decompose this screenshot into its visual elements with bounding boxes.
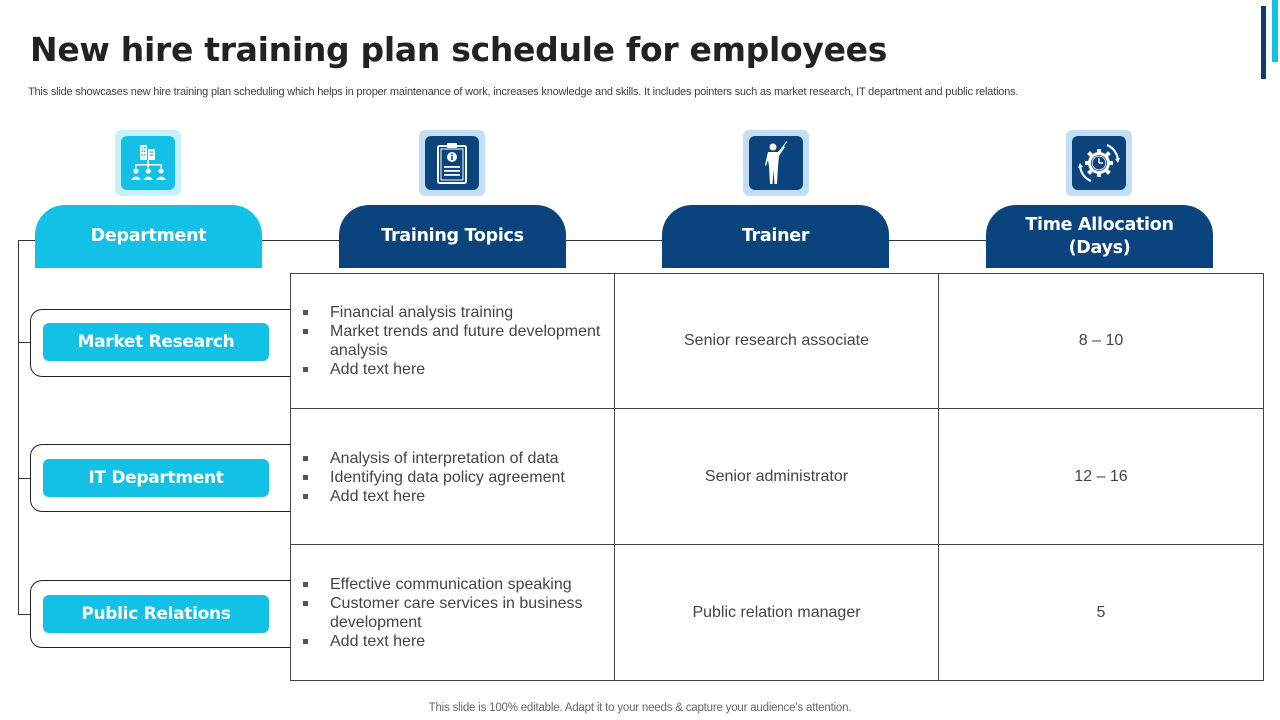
topic-item: Analysis of interpretation of data [301, 449, 621, 468]
table-cell-trainer [615, 274, 939, 409]
topic-item: Customer care services in business development [301, 594, 621, 632]
training-table [290, 273, 1264, 681]
header-time-allocation [986, 205, 1213, 268]
table-cell-trainer [615, 409, 939, 545]
training-topics-icon-tile [419, 130, 485, 196]
topic-item: Effective communication speaking [301, 575, 621, 594]
trainer-text: Senior administrator [704, 467, 849, 485]
accent-bar-dark [1261, 6, 1266, 79]
department-it [43, 459, 269, 497]
table-cell-topics [291, 409, 615, 545]
table-cell-days [939, 274, 1263, 409]
org-chart-icon [128, 143, 168, 183]
topic-item: Identifying data policy agreement [301, 468, 621, 487]
header-label: Trainer [741, 226, 810, 246]
trainer-icon-tile [743, 130, 809, 196]
department-public-relations [43, 595, 269, 633]
presenter-icon [756, 140, 796, 186]
header-label: Time Allocation (Days) [1025, 214, 1174, 258]
connector-top [18, 240, 36, 241]
department-market-research [43, 323, 269, 361]
department-label: IT Department [88, 468, 224, 488]
department-label: Market Research [77, 332, 235, 352]
connector-header-1-2 [261, 240, 340, 241]
gear-clock-icon [1077, 141, 1121, 185]
accent-bar-light [1272, 0, 1278, 62]
table-cell-topics [291, 545, 615, 680]
days-text: 8 – 10 [1078, 332, 1124, 349]
topic-item: Add text here [301, 360, 621, 379]
trainer-text: Public relation manager [692, 603, 861, 621]
days-text: 12 – 16 [1074, 467, 1128, 485]
topic-item: Add text here [301, 632, 621, 651]
table-cell-days [939, 409, 1263, 545]
time-allocation-icon-tile [1066, 130, 1132, 196]
trainer-text: Senior research associate [684, 332, 869, 349]
page-subtitle: This slide showcases new hire training plan scheduling which helps in proper maintenance of work, increases knowledge and skills. It includes pointers such as market research, IT department and public relations. [28, 86, 1019, 98]
table-cell-topics [291, 274, 615, 409]
page-title: New hire training plan schedule for employees [30, 30, 888, 69]
header-training-topics [339, 205, 566, 268]
topic-list [291, 303, 621, 379]
topic-item: Market trends and future development analysis [301, 322, 621, 360]
clipboard-info-icon [432, 141, 472, 185]
department-icon-tile [115, 130, 181, 196]
connector-header-2-3 [566, 240, 663, 241]
connector-header-3-4 [889, 240, 986, 241]
topic-item: Add text here [301, 487, 621, 506]
topic-item: Financial analysis training [301, 303, 621, 322]
days-text: 5 [1096, 603, 1106, 621]
table-cell-trainer [615, 545, 939, 680]
department-label: Public Relations [81, 604, 231, 624]
header-label: Training Topics [381, 226, 524, 246]
header-label: Department [90, 226, 207, 246]
header-trainer [662, 205, 889, 268]
topic-list [291, 449, 621, 506]
footer-note: This slide is 100% editable. Adapt it to your needs & capture your audience’s attention. [428, 702, 852, 714]
header-department [35, 205, 262, 268]
topic-list [291, 575, 621, 651]
connector-vertical [18, 240, 19, 615]
table-cell-days [939, 545, 1263, 680]
